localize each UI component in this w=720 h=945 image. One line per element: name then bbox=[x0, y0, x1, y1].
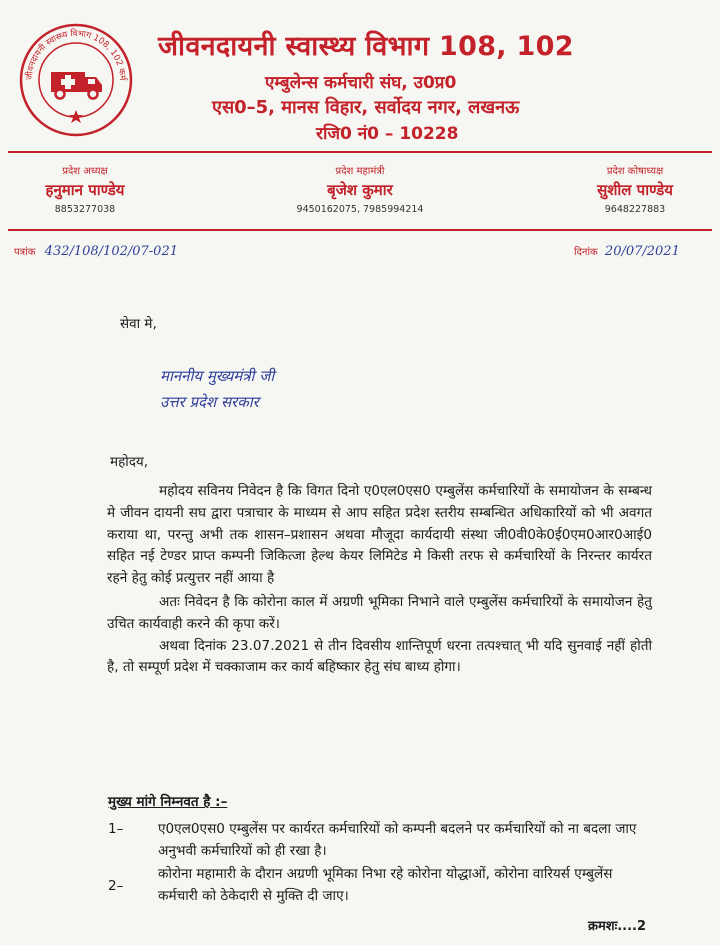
union-name: एम्बुलेन्स कर्मचारी संघ, उ0प्र0 bbox=[265, 73, 457, 93]
recipient-line: उत्तर प्रदेश सरकार bbox=[160, 393, 259, 411]
date-line bbox=[574, 244, 680, 259]
officer-phone: 9450162075, 7985994214 bbox=[296, 204, 424, 215]
reference-number: 432/108/102/07-021 bbox=[44, 244, 178, 259]
demand-text: कोरोना महामारी के दौरान अग्रणी भूमिका निभा रहे कोरोना योद्धाओं, कोरोना वारियर्स एम्बुलेंस कर्मचारी को ठेकेदारी से मुक्ति दी जाए। bbox=[158, 866, 613, 904]
seal-text: जीवनदायनी स्वास्थ्य विभाग 108, 102 कर्म bbox=[24, 28, 128, 81]
officer-role: प्रदेश अध्यक्ष bbox=[62, 166, 108, 177]
officer-name: हनुमान पाण्डेय bbox=[45, 181, 125, 199]
demand-item bbox=[108, 818, 656, 862]
body-paragraph: महोदय सविनय निवेदन है कि विगत दिनो ए0एल0एस0 एम्बुलेंस कर्मचारियों के समायोजन के सम्बन्ध मे जीवन दायनी सघ द्वारा पत्राचार के माध्यम से आप सहित प्रदेश स्तरीय सम्बन्धित अधिकारियों को भी अवगत कराया था, परन्तु अभी तक शासन–प्रशासन अथवा मौजूदा कार्यदायी संस्था जी0वी0के0ई0एम0आर0आई0 सहित नई टेण्डर प्राप्त कम्पनी जिकित्जा हेल्थ केयर लिमिटेड मे किसी तरफ से कर्मचारियों के निरन्तर कार्यरत रहने हेतु कोई प्रत्युत्तर नहीं आया है bbox=[107, 483, 652, 587]
body-paragraph: अथवा दिनांक 23.07.2021 से तीन दिवसीय शान्तिपूर्ण धरना तत्पश्चात् भी यदि सुनवाई नहीं होती है, तो सम्पूर्ण प्रदेश में चक्काजाम कर कार्य बहिष्कार हेतु संघ बाध्य होगा। bbox=[107, 637, 652, 676]
demand-number: 1– bbox=[108, 821, 124, 837]
demands-heading: मुख्य मांगे निम्नवत है :– bbox=[108, 794, 228, 810]
officer-name: बृजेश कुमार bbox=[327, 181, 393, 199]
union-seal-logo bbox=[18, 22, 134, 138]
demand-text: ए0एल0एस0 एम्बुलेंस पर कार्यरत कर्मचारियों को कम्पनी बदलने पर कर्मचारियों को ना बदला जाए अनुभवी कर्मचारियों को ही रखा है। bbox=[158, 821, 637, 859]
reference-label: पत्रांक bbox=[14, 247, 36, 258]
officer-phone: 8853277038 bbox=[54, 204, 116, 215]
officer-treasurer bbox=[560, 163, 710, 215]
union-address: एस0–5, मानस विहार, सर्वोदय नगर, लखनऊ bbox=[212, 97, 520, 118]
reference-line bbox=[14, 244, 178, 259]
salutation-to: सेवा मे, bbox=[120, 316, 157, 332]
recipient-line: माननीय मुख्यमंत्री जी bbox=[160, 367, 275, 385]
demand-number: 2– bbox=[108, 878, 124, 894]
officer-phone: 9648227883 bbox=[604, 204, 666, 215]
body-paragraph: अतः निवेदन है कि कोरोना काल में अग्रणी भूमिका निभाने वाले एम्बुलेंस कर्मचारियों के समायोजन हेतु उचित कार्यवाही करने की कृपा करें। bbox=[107, 593, 652, 632]
header-divider-bottom bbox=[8, 229, 712, 231]
officer-role: प्रदेश महामंत्री bbox=[335, 166, 385, 177]
date-value: 20/07/2021 bbox=[604, 244, 680, 259]
demand-item bbox=[108, 863, 656, 907]
greeting: महोदय, bbox=[110, 454, 149, 470]
officer-general-secretary bbox=[260, 163, 460, 215]
officer-name: सुशील पाण्डेय bbox=[597, 181, 673, 199]
header-divider-top bbox=[8, 151, 712, 153]
letter-body bbox=[107, 481, 652, 679]
continued-marker: क्रमशः....2 bbox=[588, 919, 647, 934]
date-label: दिनांक bbox=[574, 247, 598, 258]
officer-role: प्रदेश कोषाध्यक्ष bbox=[606, 166, 664, 177]
star-icon bbox=[69, 110, 83, 123]
ambulance-icon bbox=[51, 72, 102, 99]
registration-number: रजि0 नं0 – 10228 bbox=[316, 124, 459, 144]
officer-president bbox=[10, 163, 160, 215]
letterhead-title: जीवनदायनी स्वास्थ्य विभाग 108, 102 bbox=[158, 31, 574, 62]
recipient-block bbox=[160, 363, 274, 415]
